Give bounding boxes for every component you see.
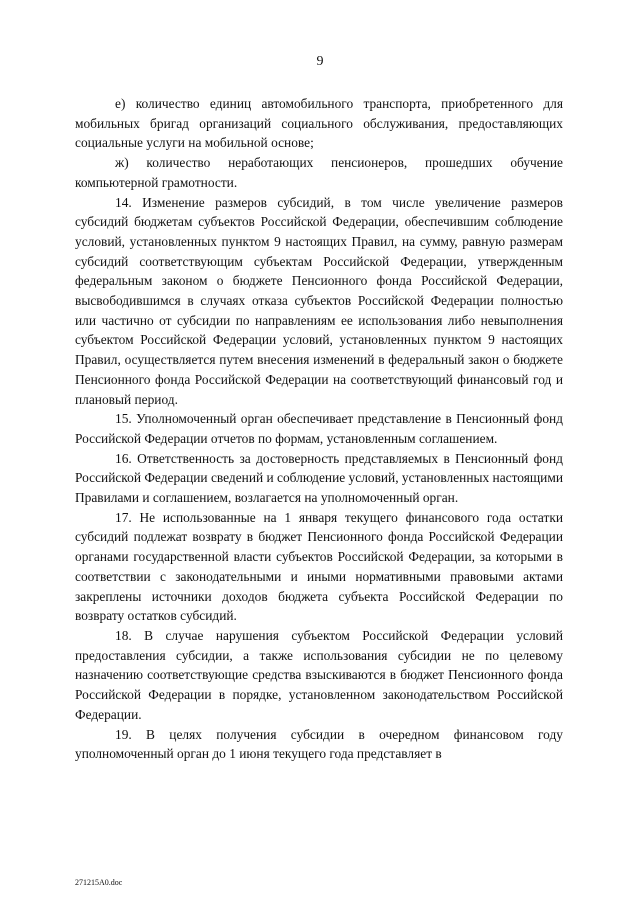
page-number: 9 bbox=[316, 54, 324, 69]
paragraph-17: 17. Не использованные на 1 января текущего финансового года остатки субсидий подлежат возврату в бюджет Пенсионного фонда Российской Федерации органами государственной власти субъектов Российской Федерации, за которыми в соответствии с законодательными и иными нормативными правовыми актами закреплены источники доходов бюджета субъекта Российской Федерации по возврату остатков субсидий. bbox=[75, 509, 563, 624]
paragraph-14: 14. Изменение размеров субсидий, в том числе увеличение размеров субсидий бюджетам субъектов Российской Федерации, обеспечившим соблюдение условий, установленных пунктом 9 настоящих Правил, на сумму, равную размерам субсидий соответствующим субъектам Российской Федерации, утвержденным федеральным законом о бюджете Пенсионного фонда Российской Федерации, высвободившимся в случаях отказа субъектов Российской Федерации полностью или частично от субсидии по направлениям ее использования либо невыполнения субъектом Российской Федерации условий, установленных пунктом 9 настоящих Правил, осуществляется путем внесения изменений в федеральный закон о бюджете Пенсионного фонда Российской Федерации на соответствующий финансовый год и плановый период. bbox=[75, 194, 563, 407]
footer-filename: 271215A0.doc bbox=[75, 878, 123, 887]
paragraph-19: 19. В целях получения субсидии в очередном финансовом году уполномоченный орган до 1 июня текущего года представляет в bbox=[75, 726, 563, 762]
paragraph-18: 18. В случае нарушения субъектом Российской Федерации условий предоставления субсидии, а также использования субсидии не по целевому назначению соответствующие средства взыскиваются в бюджет Пенсионного фонда Российской Федерации в порядке, установленном законодательством Российской Федерации. bbox=[75, 627, 563, 722]
paragraph-item-e: е) количество единиц автомобильного транспорта, приобретенного для мобильных бригад организаций социального обслуживания, предоставляющих социальные услуги на мобильной основе; bbox=[75, 96, 563, 151]
document-body bbox=[75, 94, 563, 764]
paragraph-item-zh: ж) количество неработающих пенсионеров, прошедших обучение компьютерной грамотности. bbox=[75, 155, 563, 190]
paragraph-15: 15. Уполномоченный орган обеспечивает представление в Пенсионный фонд Российской Федерации отчетов по формам, установленным соглашением. bbox=[75, 411, 563, 446]
paragraph-16: 16. Ответственность за достоверность представляемых в Пенсионный фонд Российской Федерации сведений и соблюдение условий, установленных настоящими Правилами и соглашением, возлагается на уполномоченный орган. bbox=[75, 450, 563, 506]
